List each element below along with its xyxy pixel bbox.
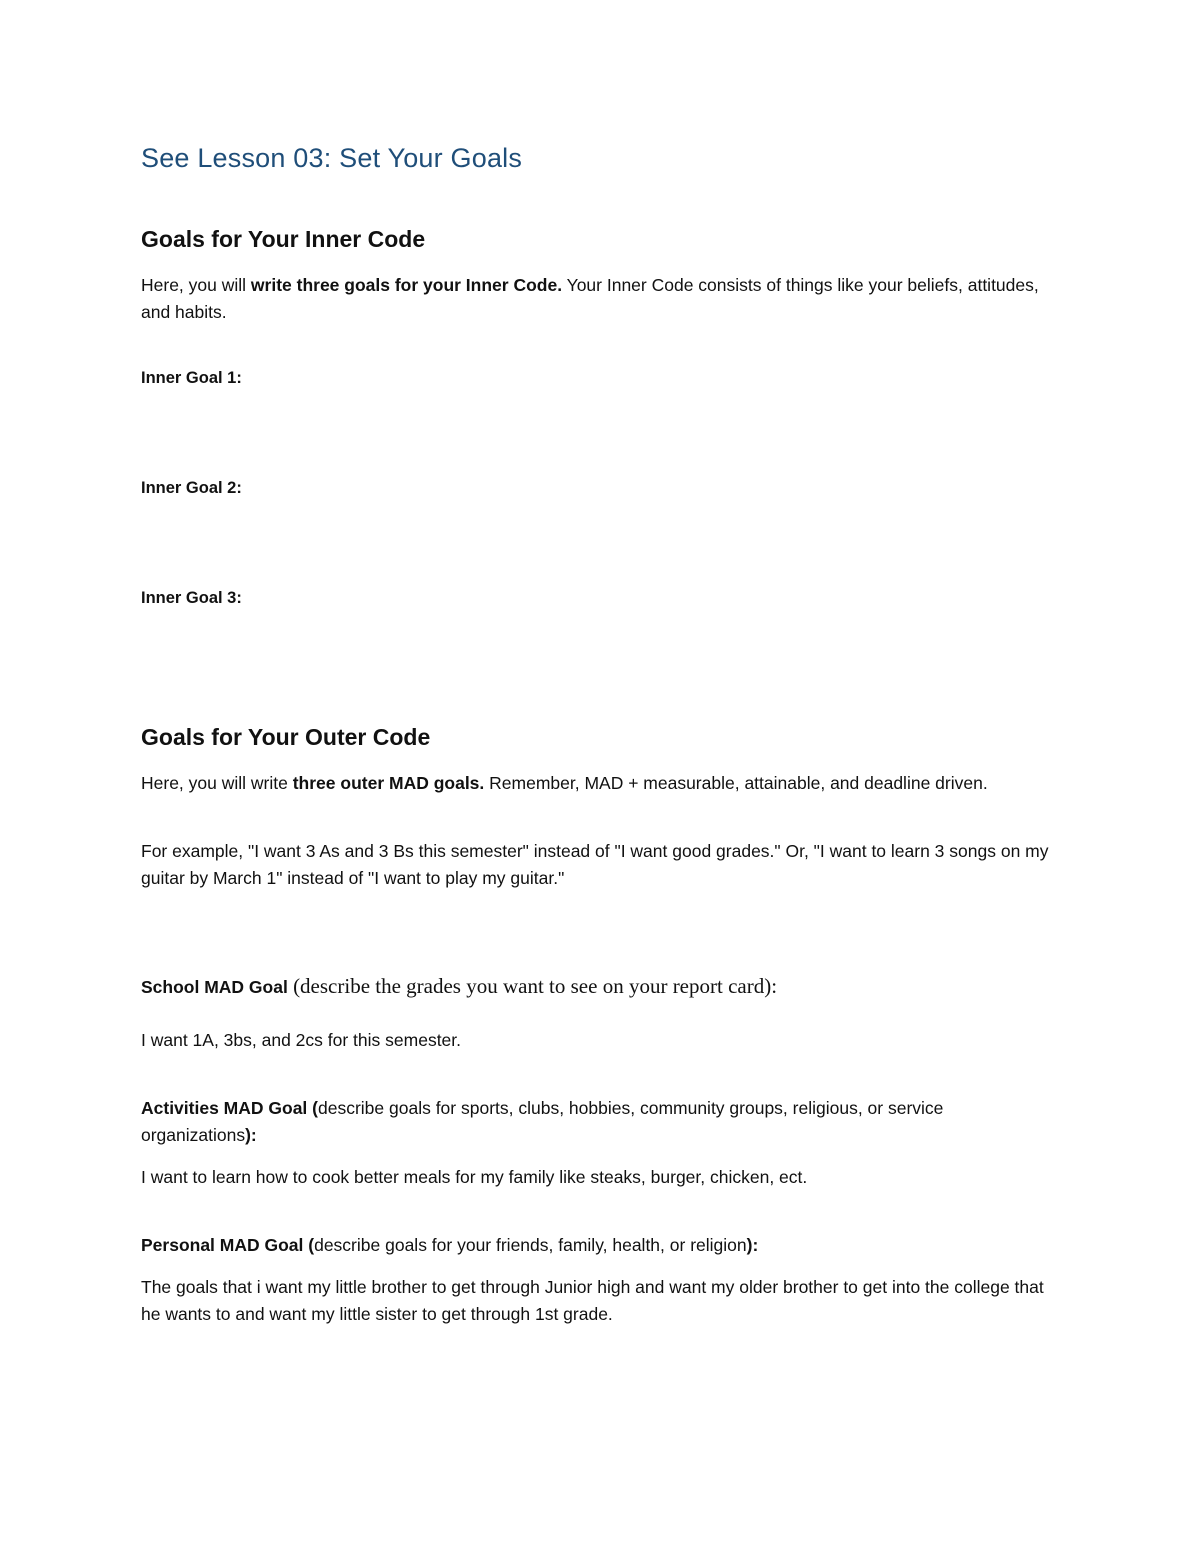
page-title: See Lesson 03: Set Your Goals <box>141 143 523 173</box>
inner-goal-1-label: Inner Goal 1: <box>141 369 242 387</box>
personal-goal-description: describe goals for your friends, family, health, or religion <box>314 1235 747 1255</box>
outer-intro-bold: three outer MAD goals. <box>292 773 485 793</box>
inner-intro-bold: write three goals for your Inner Code. <box>250 275 563 295</box>
personal-goal-label: Personal MAD Goal ( <box>141 1235 315 1255</box>
personal-goal-close: ): <box>746 1235 759 1255</box>
inner-intro-post: Your Inner Code consists of things like your beliefs, attitudes, and habits. <box>141 275 1039 322</box>
outer-code-heading: Goals for Your Outer Code <box>141 724 431 750</box>
inner-code-heading: Goals for Your Inner Code <box>141 226 426 252</box>
personal-goal-answer: The goals that i want my little brother to get through Junior high and want my older brother to get into the college that he wants to and want my little sister to get through 1st grade. <box>141 1277 1044 1324</box>
school-goal-prompt <box>141 973 1061 1001</box>
activities-goal-answer: I want to learn how to cook better meals for my family like steaks, burger, chicken, ect. <box>141 1167 808 1187</box>
outer-intro-post: Remember, MAD + measurable, attainable, and deadline driven. <box>484 773 988 793</box>
activities-goal-close: ): <box>245 1125 257 1145</box>
inner-intro-pre: Here, you will <box>141 275 251 295</box>
school-goal-label: School MAD Goal <box>141 977 288 997</box>
outer-code-intro <box>141 770 1061 797</box>
outer-code-example: For example, "I want 3 As and 3 Bs this semester" instead of "I want good grades." Or, "I want to learn 3 songs on my guitar by March 1" instead of "I want to play my guitar." <box>141 841 1049 888</box>
school-goal-answer: I want 1A, 3bs, and 2cs for this semester. <box>141 1030 462 1050</box>
outer-intro-pre: Here, you will write <box>141 773 293 793</box>
school-goal-description: (describe the grades you want to see on your report card): <box>287 974 778 998</box>
personal-goal-prompt <box>141 1232 1061 1259</box>
inner-code-intro <box>141 272 1061 326</box>
activities-goal-prompt <box>141 1095 1061 1149</box>
activities-goal-description: describe goals for sports, clubs, hobbies, community groups, religious, or service organizations <box>141 1098 944 1145</box>
activities-goal-label: Activities MAD Goal ( <box>141 1098 318 1118</box>
inner-goal-3-label: Inner Goal 3: <box>141 589 242 607</box>
inner-goal-2-label: Inner Goal 2: <box>141 479 242 497</box>
